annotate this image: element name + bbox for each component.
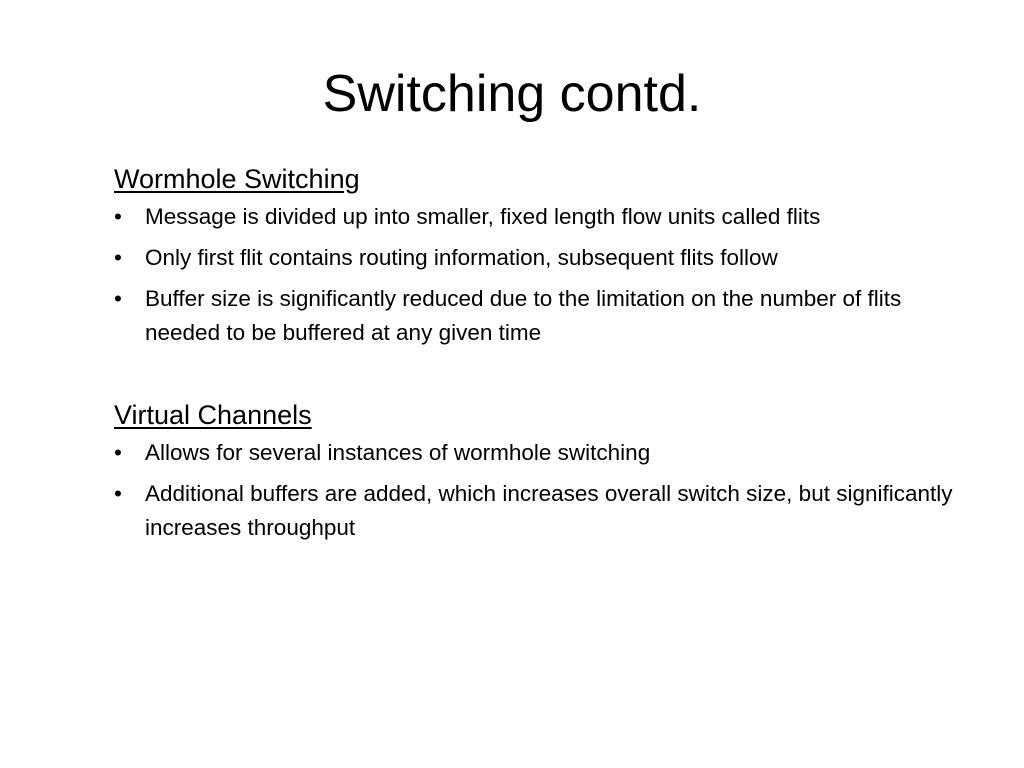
bullet-icon: • bbox=[114, 204, 122, 229]
bullet-text: Allows for several instances of wormhole switching bbox=[145, 440, 651, 465]
bullet-icon: • bbox=[114, 481, 122, 506]
bullet-item bbox=[114, 477, 974, 545]
bullet-icon: • bbox=[114, 440, 122, 465]
bullet-item bbox=[114, 200, 974, 234]
bullet-item bbox=[114, 282, 974, 350]
bullet-text: Additional buffers are added, which increases overall switch size, but significantly increases throughput bbox=[145, 481, 953, 540]
bullet-item bbox=[114, 436, 974, 470]
bullet-text: Buffer size is significantly reduced due to the limitation on the number of flits needed to be buffered at any given time bbox=[145, 286, 902, 345]
bullet-text: Message is divided up into smaller, fixed length flow units called flits bbox=[145, 204, 821, 229]
section-wormhole-switching bbox=[114, 160, 974, 350]
slide-content bbox=[114, 160, 974, 552]
bullet-icon: • bbox=[114, 286, 122, 311]
bullet-list bbox=[114, 436, 974, 545]
bullet-list bbox=[114, 200, 974, 350]
bullet-icon: • bbox=[114, 245, 122, 270]
section-heading: Virtual Channels bbox=[114, 400, 312, 430]
section-virtual-channels bbox=[114, 396, 974, 545]
bullet-item bbox=[114, 241, 974, 275]
slide-title: Switching contd. bbox=[322, 65, 702, 123]
section-heading: Wormhole Switching bbox=[114, 164, 360, 194]
bullet-text: Only first flit contains routing information, subsequent flits follow bbox=[145, 245, 778, 270]
